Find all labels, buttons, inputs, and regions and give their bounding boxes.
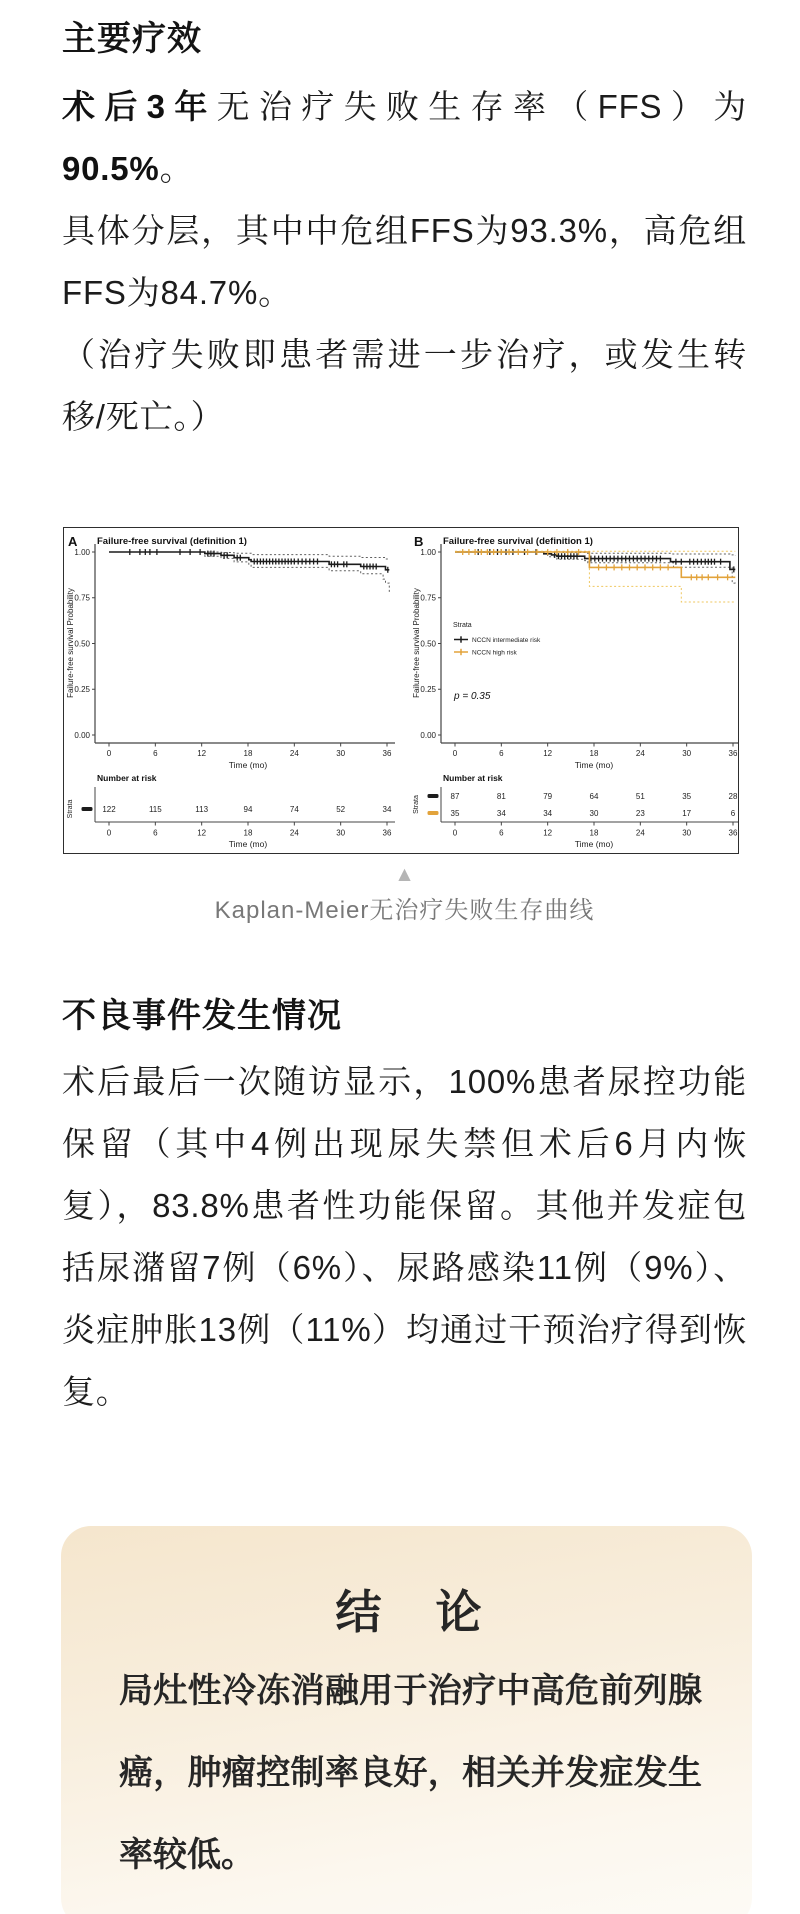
svg-text:12: 12 [197,828,207,838]
efficacy-p1-bold-value: 90.5% [62,150,160,187]
figure-caption: Kaplan-Meier无治疗失败生存曲线 [214,897,595,924]
conclusion-box [61,1526,752,1914]
svg-text:Time (mo): Time (mo) [574,760,614,770]
svg-text:A: A [68,534,78,549]
svg-text:24: 24 [635,828,645,838]
svg-text:113: 113 [195,805,209,814]
svg-text:B: B [414,534,424,549]
svg-text:6: 6 [730,809,736,818]
svg-text:Time (mo): Time (mo) [228,760,268,770]
svg-text:35: 35 [682,792,692,801]
efficacy-p1-bold-lead: 术后3年 [62,88,217,125]
svg-text:Failure-free survival Probabil: Failure-free survival Probability [412,588,421,698]
section-title-efficacy: 主要疗效 [62,21,202,58]
svg-text:81: 81 [496,792,506,801]
svg-text:12: 12 [543,749,553,758]
svg-text:6: 6 [499,749,504,758]
svg-text:0.50: 0.50 [74,639,90,649]
svg-text:6: 6 [499,828,504,838]
svg-text:Strata: Strata [413,795,420,814]
svg-text:28: 28 [728,792,738,801]
svg-text:12: 12 [197,749,207,758]
svg-text:0: 0 [452,749,458,758]
svg-text:115: 115 [148,805,162,814]
svg-text:Failure-free survival (definit: Failure-free survival (definition 1) [97,536,247,547]
efficacy-p1-period: 。 [159,150,194,187]
svg-text:23: 23 [635,809,645,818]
svg-text:34: 34 [496,809,506,818]
svg-text:30: 30 [682,828,692,838]
svg-text:94: 94 [243,805,253,814]
svg-text:24: 24 [289,828,299,838]
svg-text:36: 36 [728,828,738,838]
section-title-adverse: 不良事件发生情况 [62,998,342,1035]
svg-text:18: 18 [243,749,253,758]
svg-text:1.00: 1.00 [74,547,90,557]
svg-text:Number at risk: Number at risk [443,773,503,783]
svg-text:Strata: Strata [453,622,472,629]
svg-text:79: 79 [543,792,553,801]
svg-text:30: 30 [336,828,346,838]
svg-text:35: 35 [450,809,460,818]
svg-text:p = 0.35: p = 0.35 [454,691,491,702]
svg-text:0: 0 [106,828,112,838]
svg-text:30: 30 [589,809,599,818]
svg-text:51: 51 [635,792,645,801]
km-figure [63,527,739,854]
svg-text:0.75: 0.75 [420,593,436,603]
conclusion-title: 结 论 [335,1587,486,1638]
km-figure-block [62,527,747,929]
svg-text:Time (mo): Time (mo) [574,839,614,849]
svg-text:18: 18 [589,828,599,838]
svg-text:24: 24 [635,749,645,758]
efficacy-paragraph-1 [62,76,747,200]
svg-text:0.25: 0.25 [74,685,90,695]
svg-text:87: 87 [450,792,460,801]
svg-text:6: 6 [153,749,158,758]
adverse-paragraph-1: 术后最后一次随访显示，100%患者尿控功能保留（其中4例出现尿失禁但术后6月内恢复），83.8%患者性功能保留。其他并发症包括尿潴留7例（6%）、尿路感染11例（9%）、炎症肿胀13例（11%）均通过干预治疗得到恢复。 [62,1063,747,1410]
svg-text:6: 6 [153,828,158,838]
svg-text:30: 30 [682,749,692,758]
svg-text:Failure-free survival Probabil: Failure-free survival Probability [66,588,75,698]
efficacy-p1-text: 无治疗失败生存率（FFS）为 [216,88,747,125]
svg-text:NCCN high risk: NCCN high risk [472,649,517,657]
svg-text:0: 0 [452,828,458,838]
svg-text:18: 18 [589,749,599,758]
svg-text:52: 52 [336,805,346,814]
svg-text:0.75: 0.75 [74,593,90,603]
svg-text:Strata: Strata [67,799,74,819]
caption-triangle-icon: ▲ [394,863,415,886]
svg-text:0: 0 [106,749,112,758]
svg-text:0.50: 0.50 [420,639,436,649]
svg-text:NCCN intermediate risk: NCCN intermediate risk [472,636,541,644]
svg-text:Number at risk: Number at risk [97,773,157,783]
svg-text:34: 34 [543,809,553,818]
svg-text:34: 34 [382,805,392,814]
efficacy-paragraph-2: 具体分层，其中中危组FFS为93.3%，高危组FFS为84.7%。 [62,212,747,311]
svg-text:0.00: 0.00 [420,730,436,740]
svg-text:30: 30 [336,749,346,758]
svg-text:1.00: 1.00 [420,547,436,557]
svg-text:36: 36 [382,749,392,758]
km-chart-svg [64,528,738,853]
svg-text:64: 64 [589,792,599,801]
svg-text:0.00: 0.00 [74,730,90,740]
svg-text:17: 17 [682,809,692,818]
svg-text:24: 24 [289,749,299,758]
svg-text:18: 18 [243,828,253,838]
svg-text:Failure-free survival (definit: Failure-free survival (definition 1) [443,536,593,547]
conclusion-body: 局灶性冷冻消融用于治疗中高危前列腺癌，肿瘤控制率良好，相关并发症发生率较低。 [119,1672,702,1874]
svg-text:36: 36 [382,828,392,838]
svg-text:122: 122 [102,805,116,814]
efficacy-paragraph-3: （治疗失败即患者需进一步治疗，或发生转移/死亡。） [62,336,747,435]
svg-text:74: 74 [289,805,299,814]
svg-text:12: 12 [543,828,553,838]
svg-text:0.25: 0.25 [420,685,436,695]
svg-text:36: 36 [728,749,738,758]
svg-text:Time (mo): Time (mo) [228,839,268,849]
